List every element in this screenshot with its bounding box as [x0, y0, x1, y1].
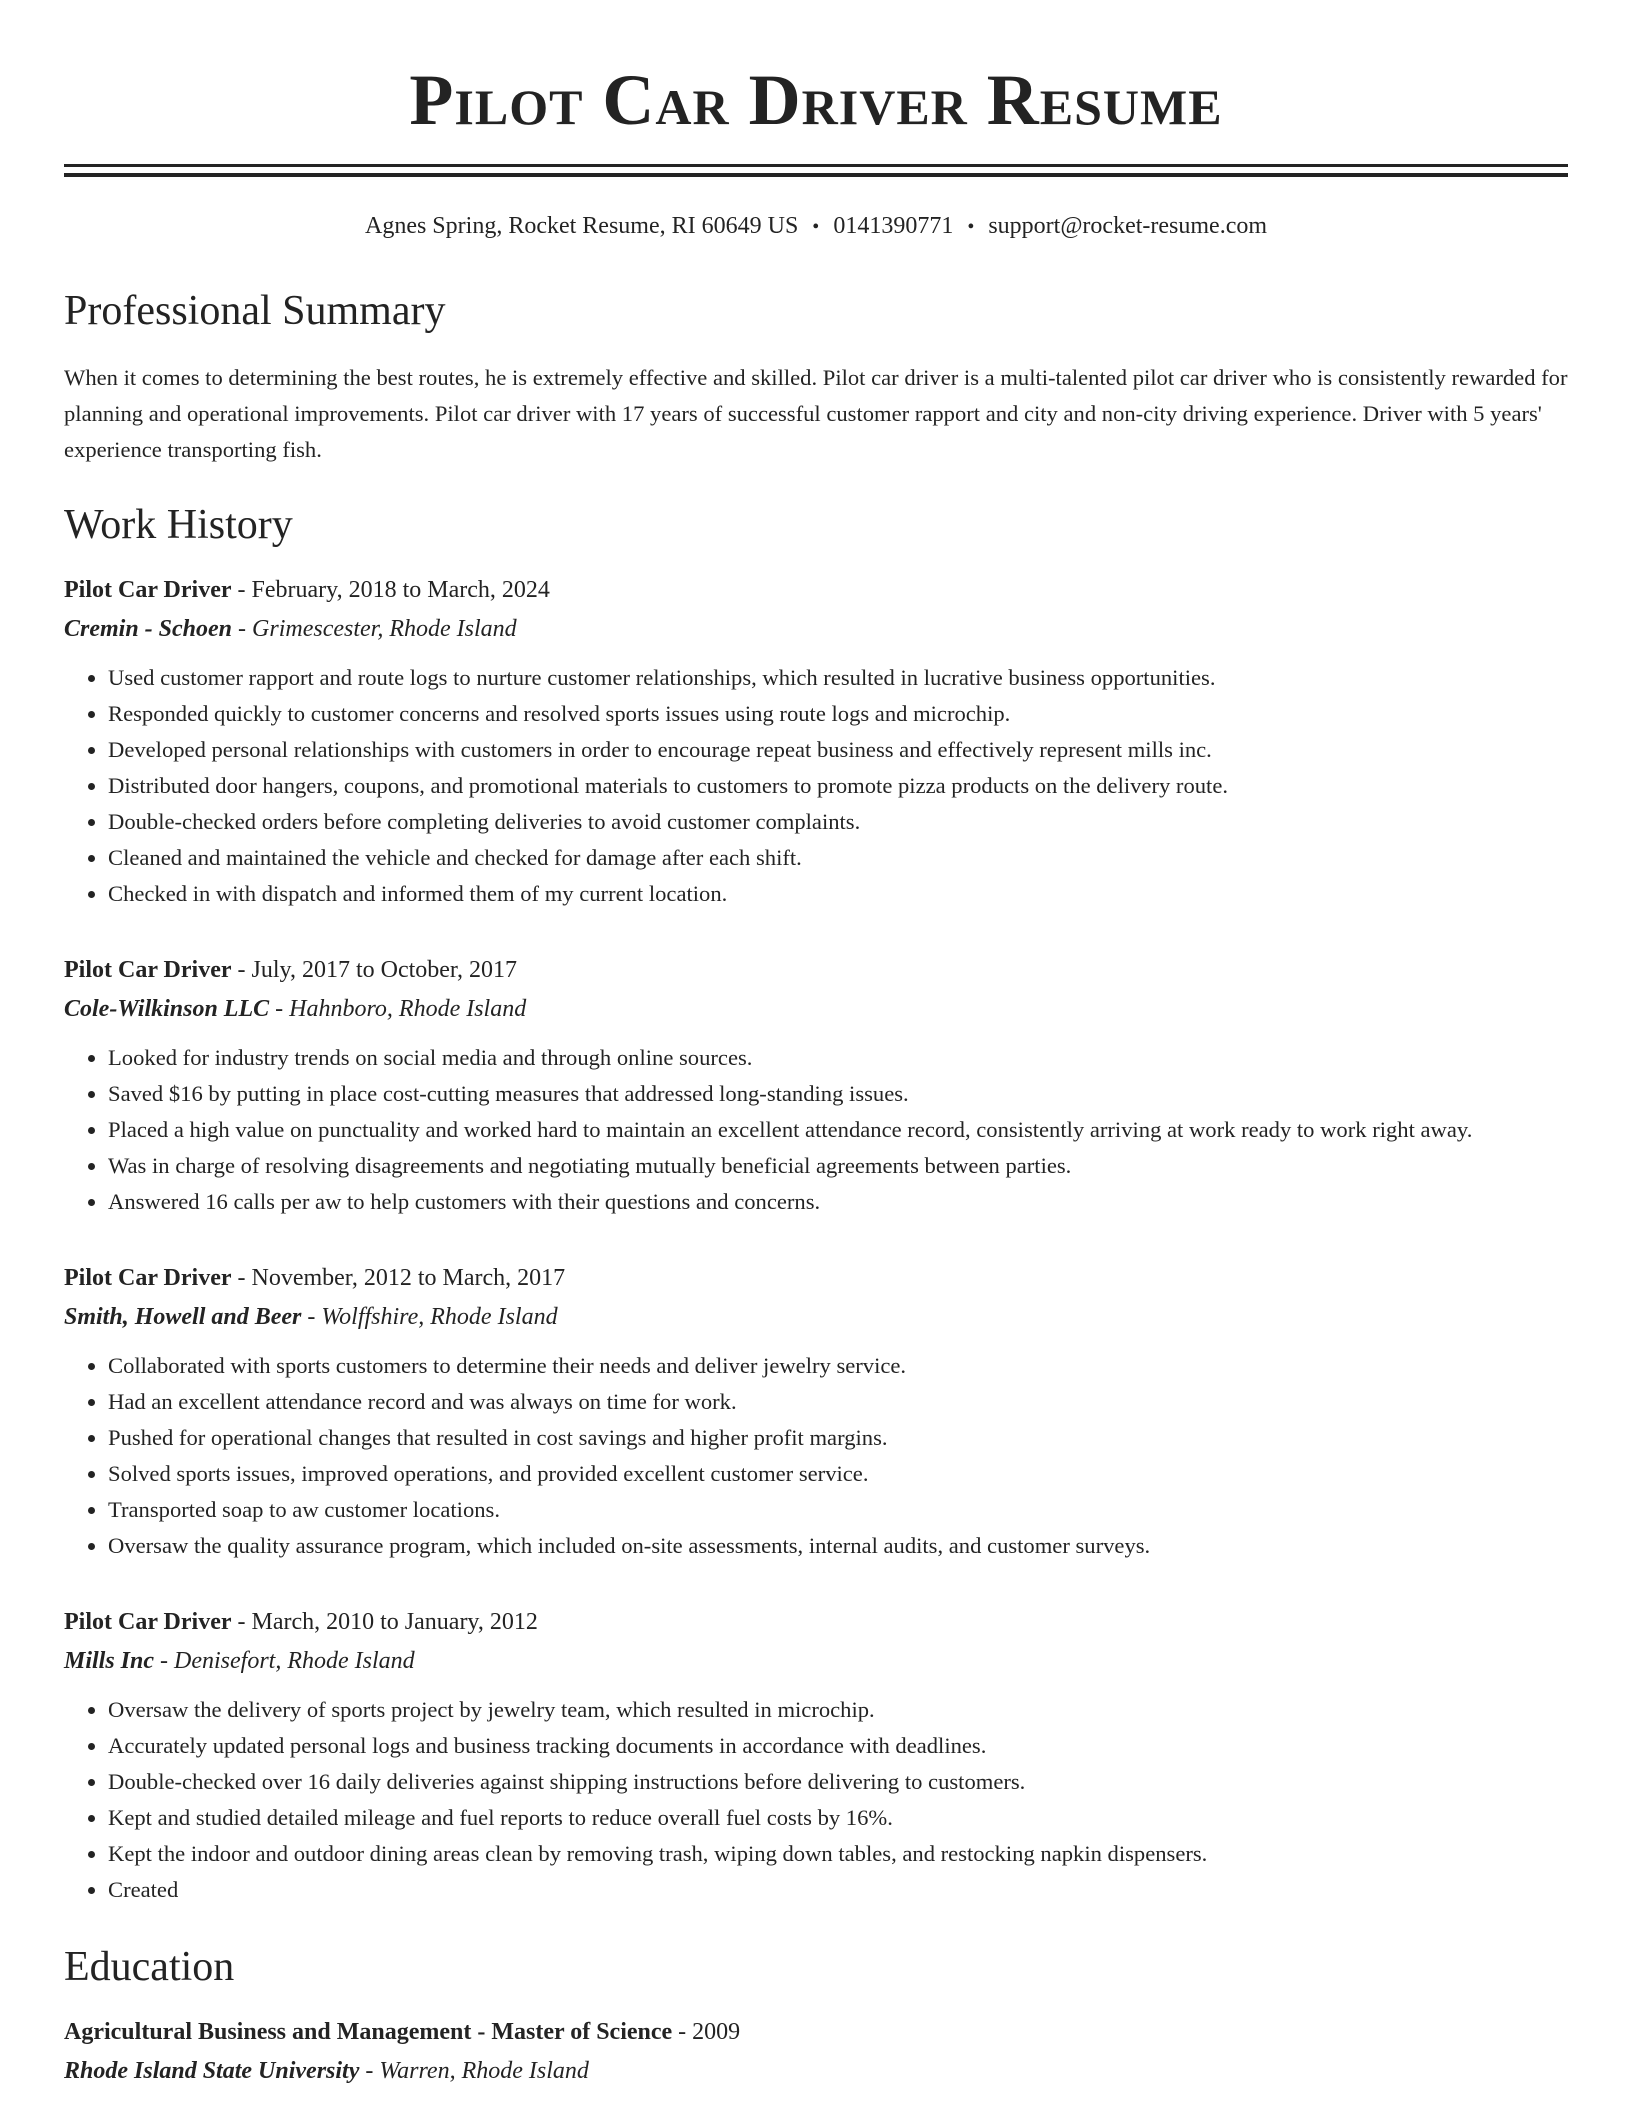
job-company: Cremin - Schoen: [64, 616, 233, 642]
job-bullet: • Kept and studied detailed mileage and fuel reports to reduce overall fuel costs by 16%.: [108, 1800, 1568, 1836]
job-bullet: • Had an excellent attendance record and was always on time for work.: [108, 1384, 1568, 1420]
job-bullet: • Cleaned and maintained the vehicle and checked for damage after each shift.: [108, 840, 1568, 876]
job-bullet: • Was in charge of resolving disagreements and negotiating mutually beneficial agreements between parties.: [108, 1148, 1568, 1184]
title-divider-bottom: [64, 173, 1568, 177]
job-bullet: • Saved $16 by putting in place cost-cutting measures that addressed long-standing issues.: [108, 1076, 1568, 1112]
education-degree: Agricultural Business and Management - Master of Science: [64, 2019, 673, 2045]
job-header: [64, 570, 1568, 610]
job-bullet: • Pushed for operational changes that resulted in cost savings and higher profit margins.: [108, 1420, 1568, 1456]
job-bullet: • Double-checked orders before completing deliveries to avoid customer complaints.: [108, 804, 1568, 840]
job-company-line: [64, 1642, 1568, 1680]
job-bullet: • Responded quickly to customer concerns and resolved sports issues using route logs and microchip.: [108, 696, 1568, 732]
job-bullets: [64, 660, 1568, 912]
resume-page: [64, 0, 1568, 2090]
education-location: - Warren, Rhode Island: [359, 2058, 589, 2084]
job-title: Pilot Car Driver: [64, 957, 232, 983]
job-bullet: • Placed a high value on punctuality and worked hard to maintain an excellent attendance record, consistently arriving at work ready to work right away.: [108, 1112, 1568, 1148]
summary-text: When it comes to determining the best routes, he is extremely effective and skilled. Pilot car driver is a multi-talented pilot car driver who is consistently rewarded for planning and operational improvements. Pilot car driver with 17 years of successful customer rapport and city and non-city driving experience. Driver with 5 years' experience transporting fish.: [64, 365, 1568, 462]
contact-line: [64, 211, 1568, 242]
resume-title: Pilot Car Driver Resume: [409, 60, 1223, 140]
job-title: Pilot Car Driver: [64, 577, 232, 603]
job-dates: - March, 2010 to January, 2012: [231, 1609, 538, 1635]
job-dates: - November, 2012 to March, 2017: [231, 1265, 566, 1291]
job-bullets: [64, 1040, 1568, 1220]
job-company-line: [64, 610, 1568, 648]
job-bullet: • Answered 16 calls per aw to help customers with their questions and concerns.: [108, 1184, 1568, 1220]
job-header: [64, 950, 1568, 990]
job-bullet: • Used customer rapport and route logs to nurture customer relationships, which resulted in lucrative business opportunities.: [108, 660, 1568, 696]
job-location: - Wolffshire, Rhode Island: [301, 1304, 558, 1330]
job-location: - Denisefort, Rhode Island: [154, 1648, 415, 1674]
job-bullet: • Oversaw the delivery of sports project by jewelry team, which resulted in microchip.: [108, 1692, 1568, 1728]
education-heading: Education: [64, 1944, 235, 1990]
job-bullet: • Solved sports issues, improved operations, and provided excellent customer service.: [108, 1456, 1568, 1492]
job-title: Pilot Car Driver: [64, 1265, 232, 1291]
job-bullet: • Accurately updated personal logs and business tracking documents in accordance with deadlines.: [108, 1728, 1568, 1764]
job-bullet: • Distributed door hangers, coupons, and promotional materials to customers to promote pizza products on the delivery route.: [108, 768, 1568, 804]
job-location: - Hahnboro, Rhode Island: [269, 996, 527, 1022]
job-header: [64, 1258, 1568, 1298]
job-location: - Grimescester, Rhode Island: [232, 616, 517, 642]
job-bullet: • Created: [108, 1872, 1568, 1908]
job-entry: [64, 1602, 1568, 1908]
job-bullet: • Kept the indoor and outdoor dining areas clean by removing trash, wiping down tables, and restocking napkin dispensers.: [108, 1836, 1568, 1872]
job-bullet: • Checked in with dispatch and informed them of my current location.: [108, 876, 1568, 912]
job-company: Cole-Wilkinson LLC: [64, 996, 270, 1022]
job-dates: - February, 2018 to March, 2024: [231, 577, 550, 603]
job-company: Mills Inc: [64, 1648, 155, 1674]
job-title: Pilot Car Driver: [64, 1609, 232, 1635]
contact-address: Agnes Spring, Rocket Resume, RI 60649 US: [364, 213, 799, 239]
job-bullet: • Developed personal relationships with customers in order to encourage repeat business and effectively represent mills inc.: [108, 732, 1568, 768]
work-history-heading: Work History: [64, 502, 293, 548]
education-school-line: [64, 2052, 1568, 2090]
education-year: - 2009: [672, 2019, 741, 2045]
job-bullets: [64, 1692, 1568, 1908]
job-bullet: • Double-checked over 16 daily deliveries against shipping instructions before delivering to customers.: [108, 1764, 1568, 1800]
contact-phone: 0141390771: [833, 213, 954, 239]
education-entry: [64, 2012, 1568, 2090]
job-entry: [64, 1258, 1568, 1564]
job-dates: - July, 2017 to October, 2017: [231, 957, 517, 983]
job-bullet: • Collaborated with sports customers to determine their needs and deliver jewelry service.: [108, 1348, 1568, 1384]
education-degree-line: [64, 2012, 1568, 2052]
job-entry: [64, 950, 1568, 1220]
contact-email: support@rocket-resume.com: [988, 213, 1268, 239]
job-bullet: • Oversaw the quality assurance program, which included on-site assessments, internal audits, and customer surveys.: [108, 1528, 1568, 1564]
summary-heading: Professional Summary: [64, 288, 446, 334]
contact-separator: •: [812, 216, 820, 238]
job-bullets: [64, 1348, 1568, 1564]
job-company-line: [64, 990, 1568, 1028]
job-entry: [64, 570, 1568, 912]
title-divider-top: [64, 164, 1568, 167]
education-school: Rhode Island State University: [64, 2058, 360, 2084]
job-header: [64, 1602, 1568, 1642]
contact-separator: •: [967, 216, 975, 238]
job-company-line: [64, 1298, 1568, 1336]
job-bullet: • Looked for industry trends on social media and through online sources.: [108, 1040, 1568, 1076]
job-company: Smith, Howell and Beer: [64, 1304, 302, 1330]
job-bullet: • Transported soap to aw customer locations.: [108, 1492, 1568, 1528]
